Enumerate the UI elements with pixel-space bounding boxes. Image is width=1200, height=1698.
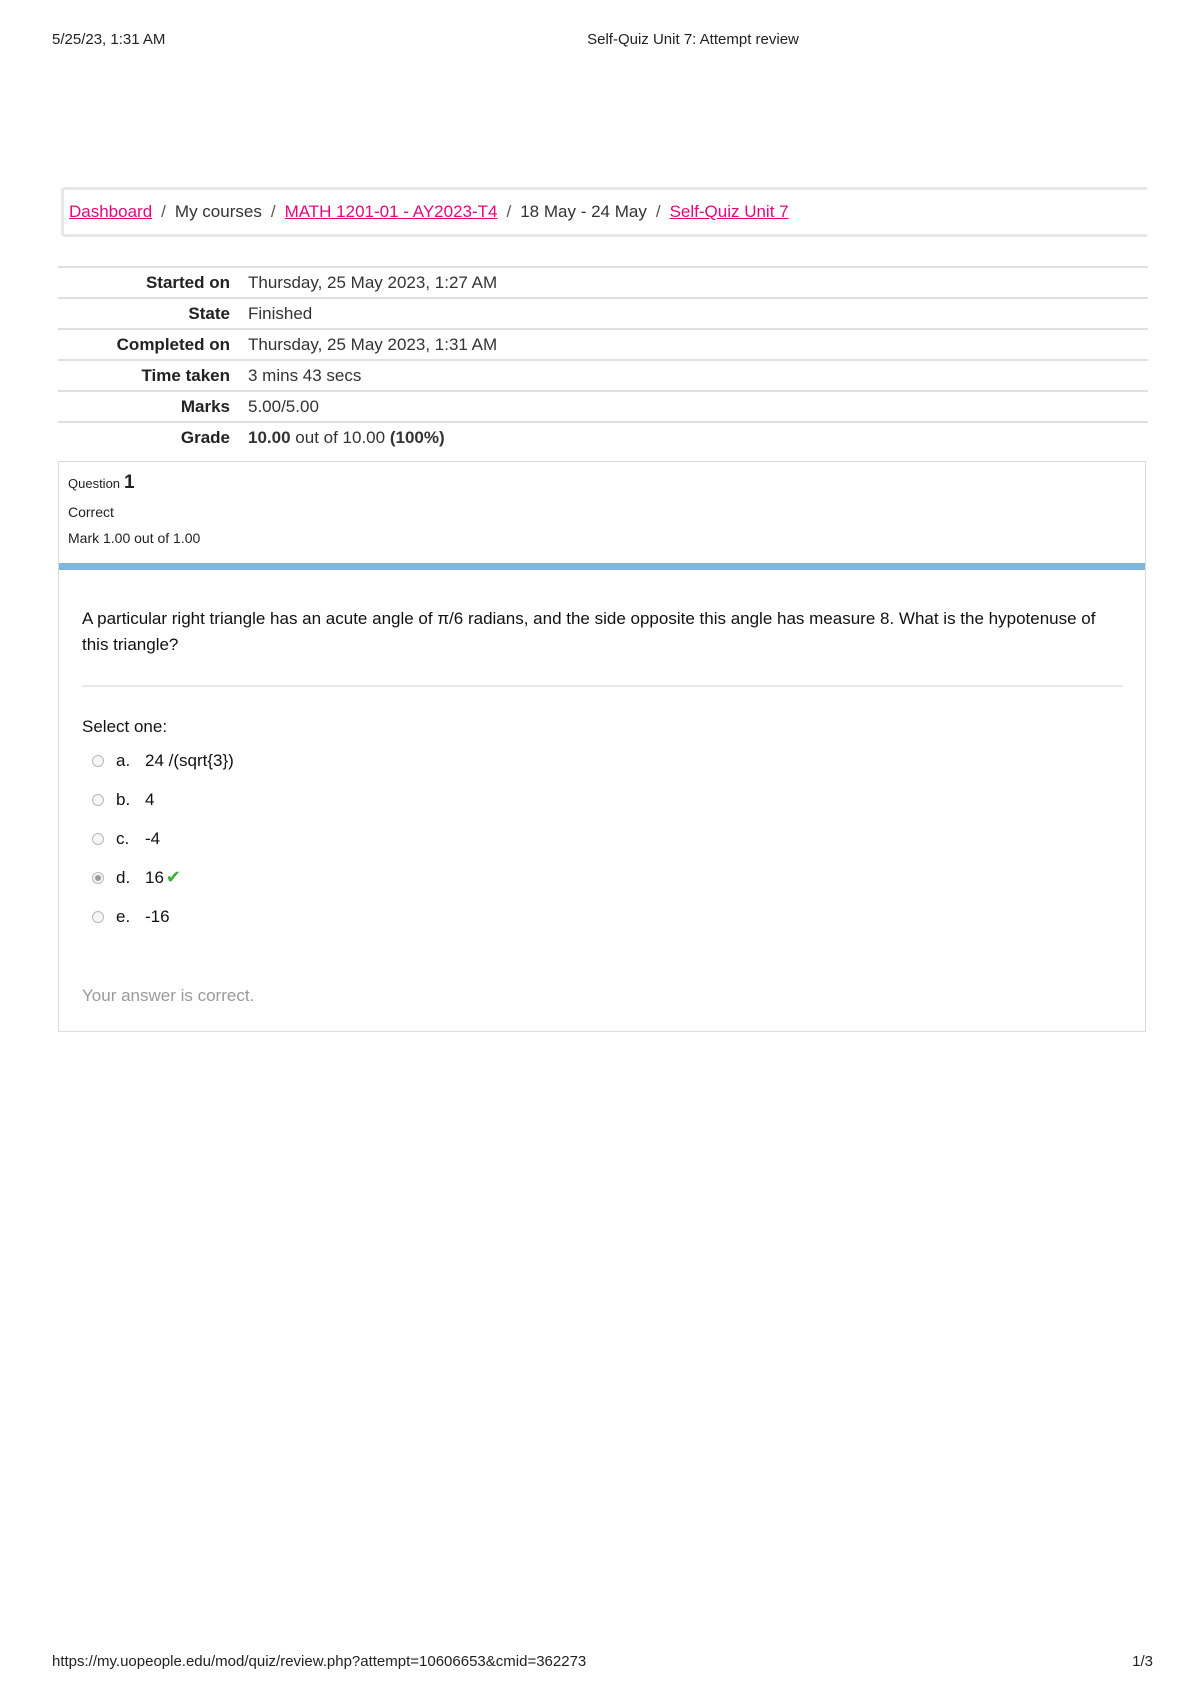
answer-text: -16 — [145, 906, 170, 926]
question-number-value: 1 — [124, 472, 135, 493]
summary-label: Started on — [145, 272, 230, 292]
radio-button[interactable] — [92, 911, 104, 923]
answer-text: 24 /(sqrt{3}) — [145, 750, 234, 770]
question-status: Correct — [68, 504, 114, 520]
answer-option-e — [92, 897, 1145, 936]
answer-letter: d. — [116, 867, 131, 887]
breadcrumb-separator: / — [655, 202, 661, 221]
divider — [82, 685, 1123, 687]
question-info — [58, 461, 1146, 564]
summary-row-grade — [58, 422, 1148, 452]
summary-value: Thursday, 25 May 2023, 1:27 AM — [248, 272, 498, 292]
breadcrumb-my-courses: My courses — [174, 202, 262, 221]
summary-label: Time taken — [141, 365, 230, 385]
grade-score: 10.00 — [248, 427, 291, 447]
summary-value: Thursday, 25 May 2023, 1:31 AM — [248, 334, 498, 354]
summary-value — [242, 422, 1148, 452]
summary-label: Marks — [180, 396, 230, 416]
summary-value: Finished — [248, 303, 313, 323]
select-one-label: Select one: — [82, 717, 168, 736]
radio-button[interactable] — [92, 755, 104, 767]
answer-letter: a. — [116, 750, 131, 770]
breadcrumb-separator: / — [161, 202, 166, 221]
answer-option-c — [92, 819, 1145, 858]
breadcrumb-separator: / — [270, 202, 276, 221]
question-number — [68, 472, 1145, 494]
question-content — [58, 563, 1146, 969]
answer-list — [92, 741, 1145, 936]
attempt-summary-table — [58, 266, 1148, 452]
answer-letter: b. — [116, 789, 131, 809]
summary-row-started — [58, 267, 1148, 298]
summary-row-completed — [58, 329, 1148, 360]
breadcrumb — [61, 187, 1147, 237]
summary-label: Completed on — [116, 334, 230, 354]
correct-check-icon: ✔ — [165, 867, 182, 887]
breadcrumb-week: 18 May - 24 May — [520, 202, 647, 221]
summary-label: Grade — [180, 427, 230, 447]
radio-button[interactable] — [92, 833, 104, 845]
print-title: Self-Quiz Unit 7: Attempt review — [587, 31, 799, 48]
breadcrumb-separator: / — [506, 202, 512, 221]
answer-letter: e. — [116, 906, 131, 926]
answer-option-d — [92, 858, 1145, 897]
print-datetime: 5/25/23, 1:31 AM — [52, 31, 166, 48]
print-url: https://my.uopeople.edu/mod/quiz/review.php?attempt=10606653&cmid=362273 — [52, 1653, 587, 1670]
answer-option-b — [92, 780, 1145, 819]
summary-value: 5.00/5.00 — [248, 396, 319, 416]
breadcrumb-dashboard-link[interactable]: Dashboard — [69, 202, 153, 221]
breadcrumb-course-link[interactable]: MATH 1201-01 - AY2023-T4 — [284, 202, 498, 221]
question-bar — [59, 563, 1145, 570]
answer-option-a — [92, 741, 1145, 780]
summary-row-state — [58, 298, 1148, 329]
print-header — [0, 31, 1200, 61]
print-footer — [0, 1653, 1200, 1683]
answer-text: 4 — [145, 789, 155, 809]
answer-text: 16 — [145, 867, 164, 887]
breadcrumb-quiz-link[interactable]: Self-Quiz Unit 7 — [669, 202, 789, 221]
print-page-number: 1/3 — [1132, 1653, 1153, 1670]
answer-feedback: Your answer is correct. — [58, 968, 1146, 1032]
question-text: A particular right triangle has an acute angle of π/6 radians, and the side opposite this angle has measure 8. What is the hypotenuse of this triangle? — [82, 609, 1096, 654]
summary-row-time-taken — [58, 360, 1148, 391]
radio-button[interactable] — [92, 794, 104, 806]
question-mark: Mark 1.00 out of 1.00 — [68, 530, 201, 546]
summary-value: 3 mins 43 secs — [248, 365, 362, 385]
summary-label: State — [188, 303, 230, 323]
grade-out-of: out of 10.00 — [295, 427, 386, 447]
radio-button-selected[interactable] — [92, 872, 104, 884]
question-label: Question — [68, 476, 121, 491]
answer-letter: c. — [116, 828, 130, 848]
answer-text: -4 — [145, 828, 161, 848]
grade-percent: (100%) — [389, 427, 445, 447]
summary-row-marks — [58, 391, 1148, 422]
